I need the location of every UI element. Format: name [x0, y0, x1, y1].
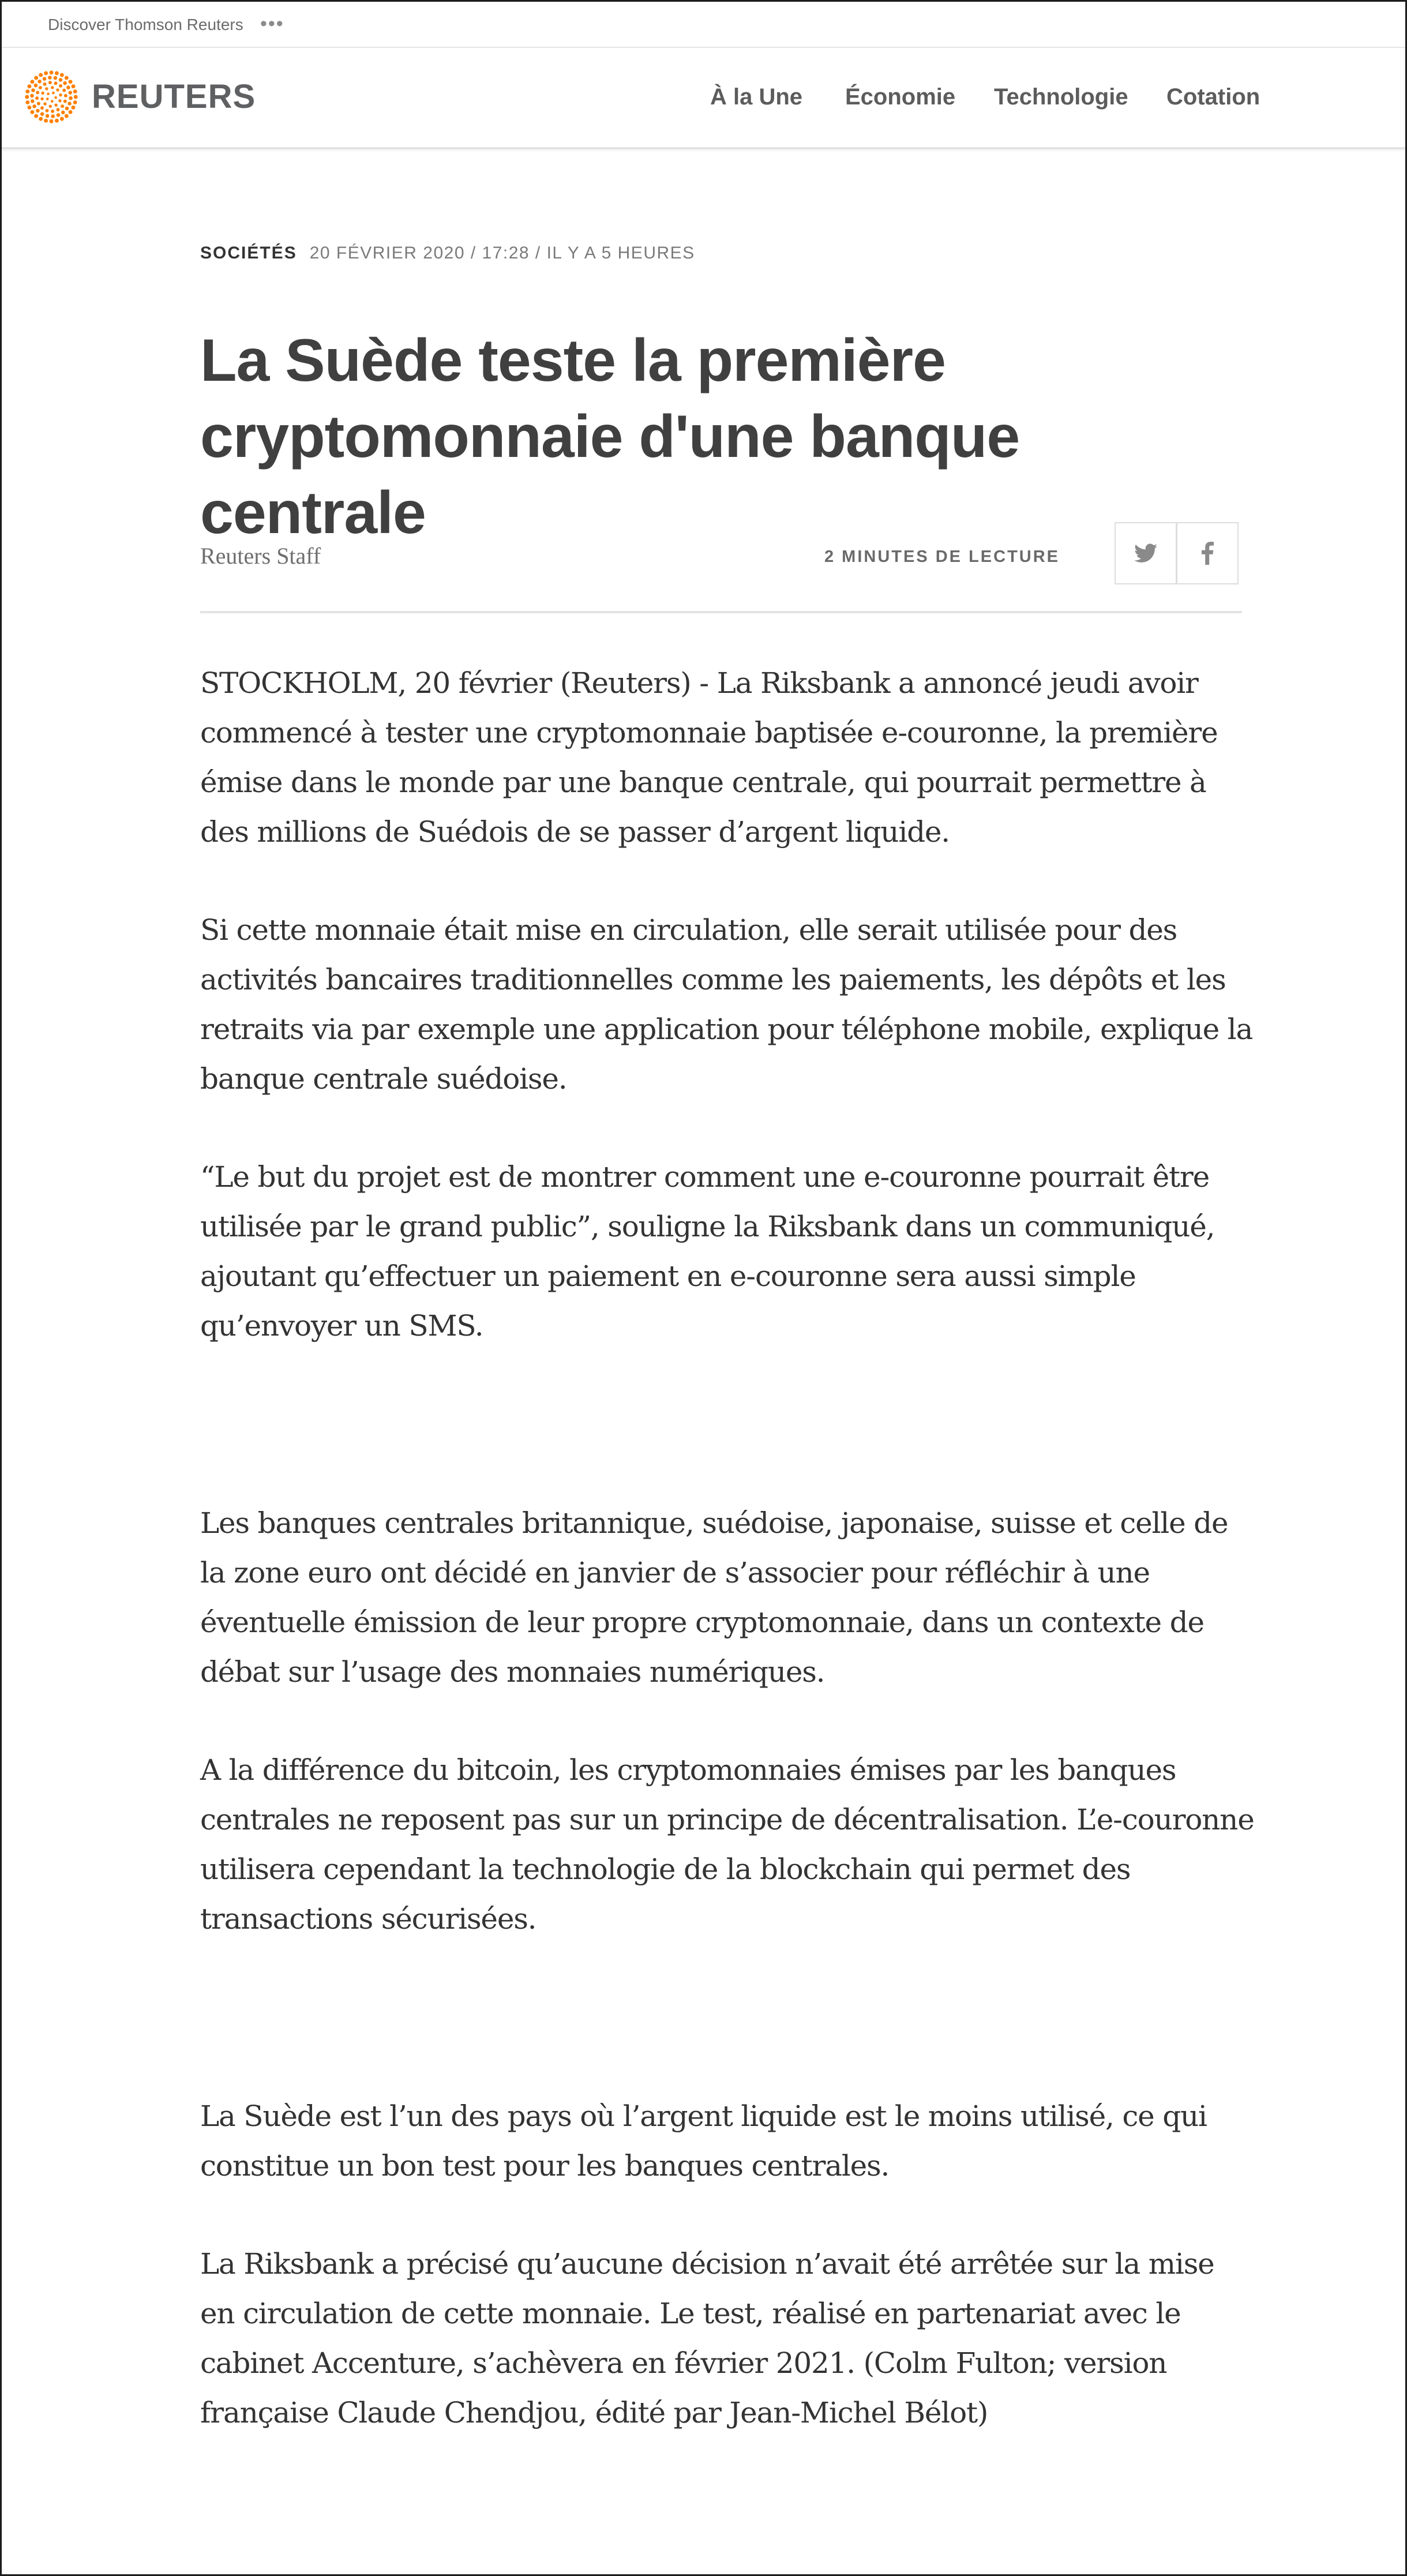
article-paragraph: La Suède est l’un des pays où l’argent liquide est le moins utilisé, ce qui constitue un bon test pour les banques centrales. — [200, 2099, 1207, 2183]
share-facebook-button[interactable] — [1176, 522, 1239, 584]
byline-divider — [200, 611, 1242, 613]
article-headline: La Suède teste la première cryptomonnaie d'une banque centrale — [200, 327, 1020, 546]
nav-item-a-la-une[interactable]: À la Une — [710, 84, 803, 110]
article-paragraph: “Le but du projet est de montrer comment une e-couronne pourrait être utilisée par le grand public”, souligne la Riksbank dans un communiqué, ajoutant qu’effectuer un paiement en e-couronne sera aussi simple qu’envoyer un SMS. — [200, 1160, 1215, 1343]
main-navigation — [2, 48, 1405, 149]
nav-item-technologie[interactable]: Technologie — [994, 84, 1128, 110]
section-nav — [2, 83, 1405, 111]
article-paragraph: Si cette monnaie était mise en circulation, elle serait utilisée pour des activités bancaires traditionnelles comme les paiements, les dépôts et les retraits via par exemple une application pour téléphone mobile, explique la banque centrale suédoise. — [200, 913, 1253, 1096]
share-twitter-button[interactable] — [1115, 522, 1177, 584]
reuters-logo-text: REUTERS — [92, 78, 256, 115]
article-meta — [200, 243, 695, 264]
article-paragraph: A la différence du bitcoin, les cryptomonnaies émises par les banques centrales ne reposent pas sur un principe de décentralisation. L’e-couronne utilisera cependant la technologie de la blockchain qui permet des transactions sécurisées. — [200, 1753, 1254, 1936]
twitter-icon — [1134, 543, 1157, 563]
utility-bar — [2, 2, 1405, 48]
byline-row — [200, 522, 1242, 590]
discover-thomson-reuters-link[interactable]: Discover Thomson Reuters — [48, 16, 243, 33]
article-paragraph: STOCKHOLM, 20 février (Reuters) - La Riksbank a annoncé jeudi avoir commencé à tester une cryptomonnaie baptisée e-couronne, la première émise dans le monde par une banque centrale, qui pourrait permettre à des millions de Suédois de se passer d’argent liquide. — [200, 666, 1218, 849]
facebook-icon — [1201, 542, 1214, 565]
nav-item-cotation[interactable]: Cotation — [1166, 84, 1260, 110]
section-label[interactable]: SOCIÉTÉS — [200, 243, 297, 263]
more-menu-icon[interactable]: ••• — [260, 13, 284, 35]
article-paragraph: Les banques centrales britannique, suédoise, japonaise, suisse et celle de la zone euro ont décidé en janvier de s’associer pour réfléchir à une éventuelle émission de leur propre cryptomonnaie, dans un contexte de débat sur l’usage des monnaies numériques. — [200, 1506, 1228, 1689]
read-time: 2 MINUTES DE LECTURE — [824, 548, 1060, 566]
nav-item-economie[interactable]: Économie — [845, 84, 956, 110]
article-body — [200, 658, 1256, 2438]
byline: Reuters Staff — [200, 543, 321, 569]
article-date: 20 FÉVRIER 2020 / 17:28 / IL Y A 5 HEURES — [309, 243, 695, 263]
article-paragraph: La Riksbank a précisé qu’aucune décision n’avait été arrêtée sur la mise en circulation de cette monnaie. Le test, réalisé en partenariat avec le cabinet Accenture, s’achèvera en février 2021. (Colm Fulton; version française Claude Chendjou, édité par Jean-Michel Bélot) — [200, 2247, 1214, 2429]
